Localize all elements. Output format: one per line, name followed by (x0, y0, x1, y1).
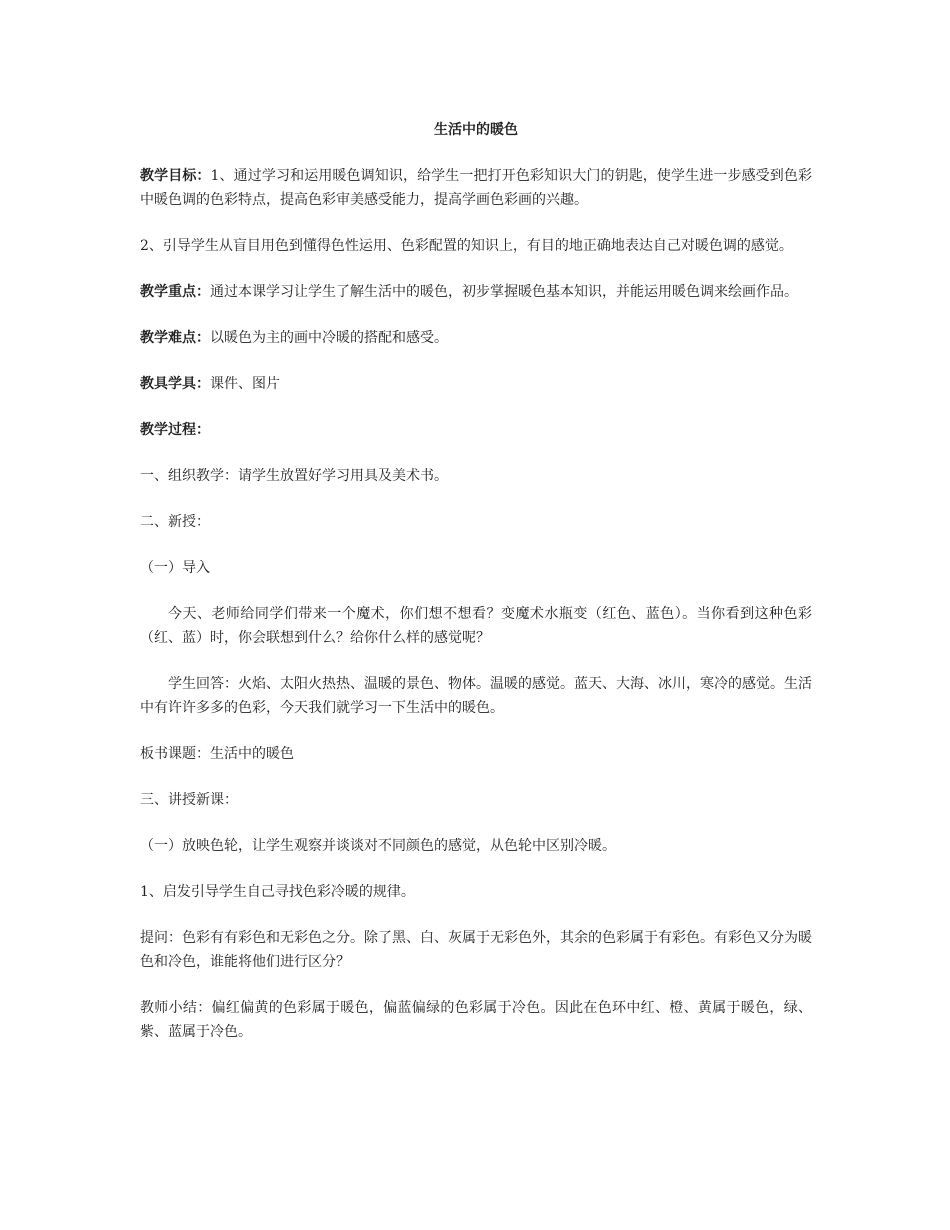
teaching-tools-text: 课件、图片 (210, 376, 280, 392)
teaching-process-label: 教学过程： (140, 422, 210, 438)
teaching-tools-label: 教具学具： (140, 376, 210, 392)
step-2-sub-1: （一）导入 (140, 560, 210, 576)
teaching-key-text: 通过本课学习让学生了解生活中的暖色，初步掌握暖色基本知识，并能运用暖色调来绘画作品。 (210, 284, 798, 300)
board-title: 板书课题：生活中的暖色 (140, 746, 294, 762)
teaching-goal-text-2: 2、引导学生从盲目用色到懂得色性运用、色彩配置的知识上，有目的地正确地表达自己对暖色调的感觉。 (140, 238, 793, 254)
teaching-tools-paragraph (140, 372, 812, 396)
teaching-goal-text-1: 1、通过学习和运用暖色调知识，给学生一把打开色彩知识大门的钥匙，使学生进一步感受到色彩中暖色调的色彩特点，提高色彩审美感受能力，提高学画色彩画的兴趣。 (140, 168, 813, 208)
step-3-sub-1: （一）放映色轮，让学生观察并谈谈对不同颜色的感觉，从色轮中区别冷暖。 (140, 838, 616, 854)
question-paragraph: 提问：色彩有有彩色和无彩色之分。除了黑、白、灰属于无彩色外，其余的色彩属于有彩色。有彩色又分为暖色和冷色，谁能将他们进行区分？ (140, 930, 812, 970)
teaching-difficulty-label: 教学难点： (140, 330, 210, 346)
teaching-key-paragraph (140, 280, 812, 304)
teaching-difficulty-paragraph (140, 326, 812, 350)
document-title: 生活中的暖色 (434, 122, 518, 138)
teaching-goal-label: 教学目标： (140, 168, 211, 184)
step-3-item-1: 1、启发引导学生自己寻找色彩冷暖的规律。 (140, 884, 415, 900)
teaching-goal-paragraph (140, 164, 812, 212)
teaching-key-label: 教学重点： (140, 284, 210, 300)
step-2: 二、新授： (140, 514, 210, 530)
teaching-difficulty-text: 以暖色为主的画中冷暖的搭配和感受。 (210, 330, 448, 346)
intro-paragraph: 今天、老师给同学们带来一个魔术，你们想不想看？变魔术水瓶变（红色、蓝色）。当你看到这种色彩（红、蓝）时，你会联想到什么？给你什么样的感觉呢？ (140, 606, 812, 646)
step-3: 三、讲授新课： (140, 792, 238, 808)
student-answer-paragraph: 学生回答：火焰、太阳火热热、温暖的景色、物体。温暖的感觉。蓝天、大海、冰川，寒冷的感觉。生活中有许许多多的色彩，今天我们就学习一下生活中的暖色。 (140, 676, 812, 716)
step-1: 一、组织教学：请学生放置好学习用具及美术书。 (140, 468, 448, 484)
teaching-process-heading (140, 418, 812, 442)
teacher-summary-paragraph: 教师小结：偏红偏黄的色彩属于暖色，偏蓝偏绿的色彩属于冷色。因此在色环中红、橙、黄属于暖色，绿、紫、蓝属于冷色。 (140, 1000, 812, 1040)
document-page (140, 118, 812, 1066)
